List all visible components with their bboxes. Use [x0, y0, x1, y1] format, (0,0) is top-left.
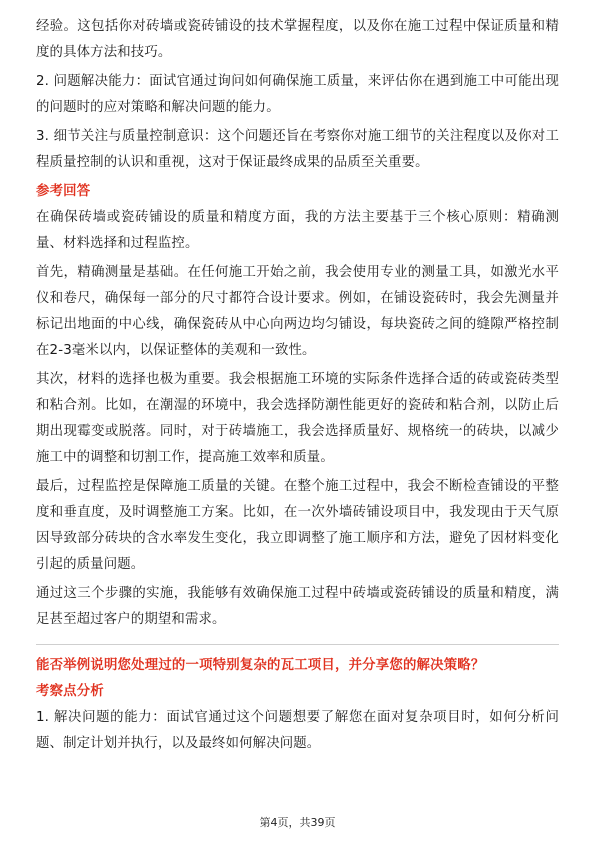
answer-paragraph: 通过这三个步骤的实施，我能够有效确保施工过程中砖墙或瓷砖铺设的质量和精度，满足甚至超过客户的期望和需求。 — [36, 586, 559, 627]
answer-heading: 参考回答 — [36, 184, 91, 199]
analysis-heading: 考察点分析 — [36, 684, 104, 699]
answer-paragraph: 其次，材料的选择也极为重要。我会根据施工环境的实际条件选择合适的砖或瓷砖类型和粘合剂。比如，在潮湿的环境中，我会选择防潮性能更好的瓷砖和粘合剂，以防止后期出现霉变或脱落。同时，对于砖墙施工，我会选择质量好、规格统一的砖块，以减少施工中的调整和切割工作，提高施工效率和质量。 — [36, 372, 559, 465]
next-question-title: 能否举例说明您处理过的一项特别复杂的瓦工项目，并分享您的解决策略？ — [36, 658, 485, 673]
page-content — [36, 14, 559, 757]
answer-paragraph: 首先，精确测量是基础。在任何施工开始之前，我会使用专业的测量工具，如激光水平仪和卷尺，确保每一部分的尺寸都符合设计要求。例如，在铺设瓷砖时，我会先测量并标记出地面的中心线，确保瓷砖从中心向两边均匀铺设，每块瓷砖之间的缝隙严格控制在2-3毫米以内，以保证整体的美观和一致性。 — [36, 265, 559, 358]
section-divider — [36, 644, 559, 645]
answer-paragraph: 最后，过程监控是保障施工质量的关键。在整个施工过程中，我会不断检查铺设的平整度和垂直度，及时调整施工方案。比如，在一次外墙砖铺设项目中，我发现由于天气原因导致部分砖块的含水率发生变化，我立即调整了施工顺序和方法，避免了因材料变化引起的质量问题。 — [36, 479, 559, 572]
analysis-point-2: 2. 问题解决能力：面试官通过询问如何确保施工质量，来评估你在遇到施工中可能出现的问题时的应对策略和解决问题的能力。 — [36, 74, 559, 115]
page-number-footer: 第4页，共39页 — [259, 816, 336, 829]
analysis-point-3: 3. 细节关注与质量控制意识：这个问题还旨在考察你对施工细节的关注程度以及你对工程质量控制的认识和重视，这对于保证最终成果的品质至关重要。 — [36, 129, 559, 170]
analysis-point-1: 1. 解决问题的能力：面试官通过这个问题想要了解您在面对复杂项目时，如何分析问题、制定计划并执行，以及最终如何解决问题。 — [36, 710, 559, 751]
intro-continuation: 经验。这包括你对砖墙或瓷砖铺设的技术掌握程度，以及你在施工过程中保证质量和精度的具体方法和技巧。 — [36, 19, 559, 60]
answer-paragraph: 在确保砖墙或瓷砖铺设的质量和精度方面，我的方法主要基于三个核心原则：精确测量、材料选择和过程监控。 — [36, 210, 559, 251]
